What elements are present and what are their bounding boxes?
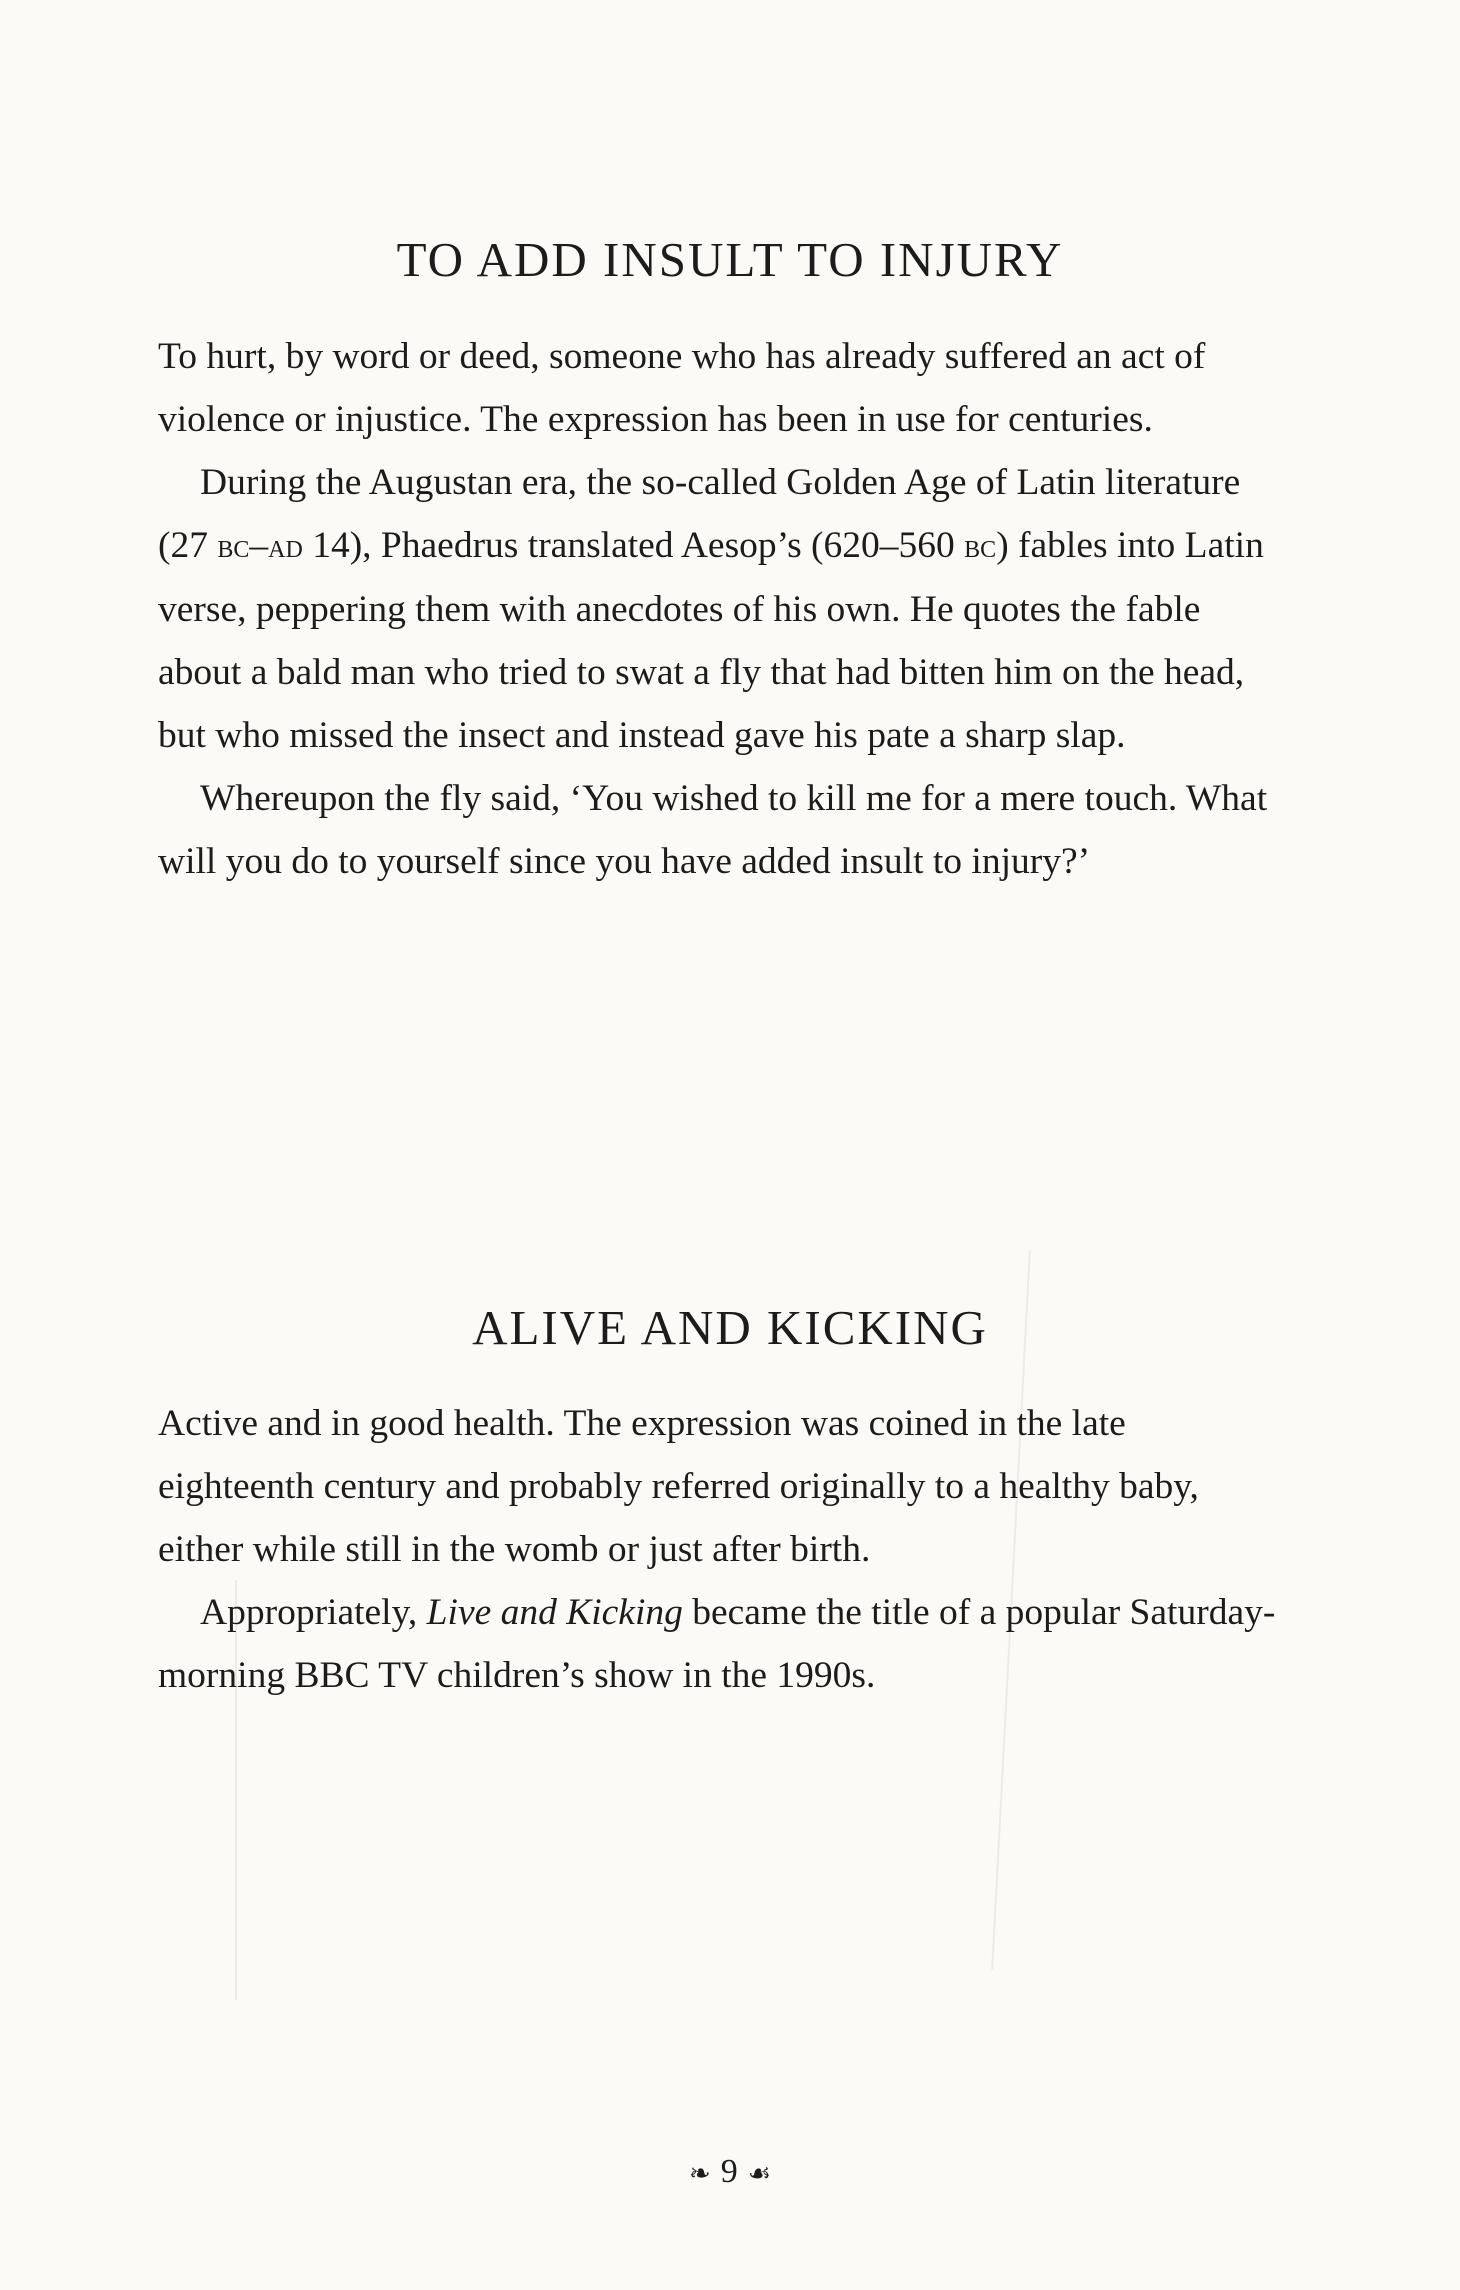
paragraph-quote: Whereupon the fly said, ‘You wished to kill me for a mere touch. What will you do to yourself since you have added insult to injury?’	[158, 778, 1268, 882]
entry-body-add-insult	[158, 325, 1288, 893]
fleuron-left-icon: ❧	[688, 2159, 711, 2189]
paragraph-definition: To hurt, by word or deed, someone who has already suffered an act of violence or injustice. The expression has been in use for centuries.	[158, 336, 1206, 440]
entry-body-alive-and-kicking	[158, 1392, 1288, 1707]
fleuron-right-icon: ☙	[747, 2159, 772, 2189]
page-number-value: 9	[720, 2153, 738, 2190]
page-number	[0, 2155, 1460, 2189]
entry-heading-add-insult: TO ADD INSULT TO INJURY	[396, 232, 1064, 287]
entry-heading-alive-and-kicking: ALIVE AND KICKING	[472, 1300, 988, 1355]
paragraph-usage: Appropriately, Live and Kicking became the title of a popular Saturday-morning BBC TV children’s show in the 1990s.	[158, 1592, 1276, 1696]
paragraph-origin: During the Augustan era, the so-called Golden Age of Latin literature (27 bc–ad 14), Phaedrus translated Aesop’s (620–560 bc) fables into Latin verse, peppering them with anecdotes of his own. He quotes the fable about a bald man who tried to swat a fly that had bitten him on the head, but who missed the insect and instead gave his pate a sharp slap.	[158, 462, 1264, 756]
paragraph-definition: Active and in good health. The expression was coined in the late eighteenth century and probably referred originally to a healthy baby, either while still in the womb or just after birth.	[158, 1403, 1199, 1570]
